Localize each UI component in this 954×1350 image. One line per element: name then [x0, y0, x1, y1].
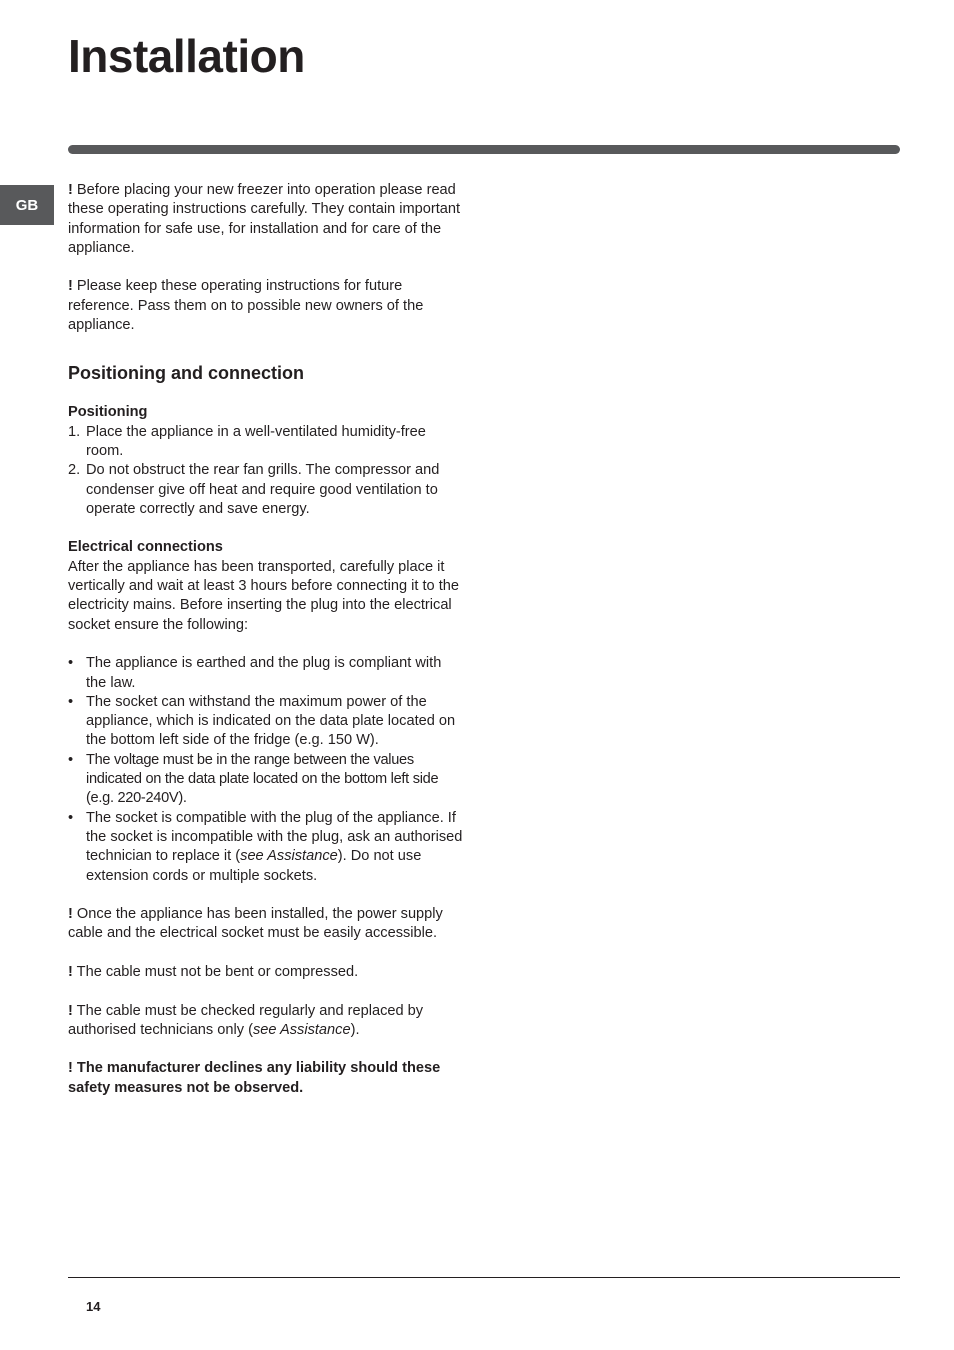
- header-divider: [68, 145, 900, 154]
- list-item: 1. Place the appliance in a well-ventilated humidity-free room.: [68, 423, 426, 459]
- warning-mark: !: [68, 278, 73, 295]
- see-assistance-reference: see Assistance: [252, 1021, 351, 1038]
- liability-notice: ! The manufacturer declines any liability should these safety measures not be observed.: [68, 1060, 441, 1096]
- list-item: 2. Do not obstruct the rear fan grills. The compressor and condenser give off heat and require good ventilation to operate correctly and save energy.: [68, 462, 440, 517]
- language-tab: GB: [0, 185, 54, 225]
- warning-mark: !: [68, 182, 73, 198]
- electrical-checklist: [68, 654, 464, 886]
- electrical-heading: Electrical connections: [68, 539, 223, 556]
- warning-accessible: ! Once the appliance has been installed, the power supply cable and the electrical socket must be easily accessible.: [68, 906, 443, 942]
- positioning-list: [68, 423, 464, 519]
- list-item: • The appliance is earthed and the plug is compliant with the law.: [68, 655, 442, 691]
- see-assistance-reference: see Assistance: [240, 848, 338, 865]
- intro-paragraph-2: ! Please keep these operating instructions for future reference. Pass them on to possible new owners of the appliance.: [68, 278, 424, 334]
- warning-mark: !: [68, 906, 73, 923]
- page-title: Installation: [68, 30, 305, 82]
- warning-cable-bent: ! The cable must not be bent or compressed.: [68, 963, 359, 980]
- warning-mark: !: [68, 1002, 73, 1019]
- positioning-heading: Positioning: [68, 404, 148, 421]
- content-column: [68, 181, 464, 1098]
- section-heading: Positioning and connection: [68, 363, 304, 384]
- warning-cable-check: ! The cable must be checked regularly and replaced by authorised technicians only (see Assistance).: [68, 1002, 424, 1038]
- warning-mark: !: [68, 963, 73, 980]
- list-item: • The voltage must be in the range between the values indicated on the data plate located on the bottom left side (e.g. 220-240V).: [68, 751, 439, 807]
- intro-paragraph-1: ! Before placing your new freezer into operation please read these operating instructions carefully. They contain important information for safe use, for installation and for care of the appliance.: [68, 182, 461, 256]
- list-item: • The socket can withstand the maximum power of the appliance, which is indicated on the data plate located on the bottom left side of the fridge (e.g. 150 W).: [68, 693, 456, 749]
- footer-divider: [68, 1277, 900, 1278]
- page-number: 14: [86, 1299, 101, 1314]
- list-item: • The socket is compatible with the plug of the appliance. If the socket is incompatible with the plug, ask an authorised technician to replace it (see Assistance). Do not use extension cords or multiple sockets.: [68, 809, 463, 884]
- electrical-intro: After the appliance has been transported, carefully place it vertically and wait at least 3 hours before connecting it to the electricity mains. Before inserting the plug into the electrical socket ensure the following:: [68, 558, 460, 633]
